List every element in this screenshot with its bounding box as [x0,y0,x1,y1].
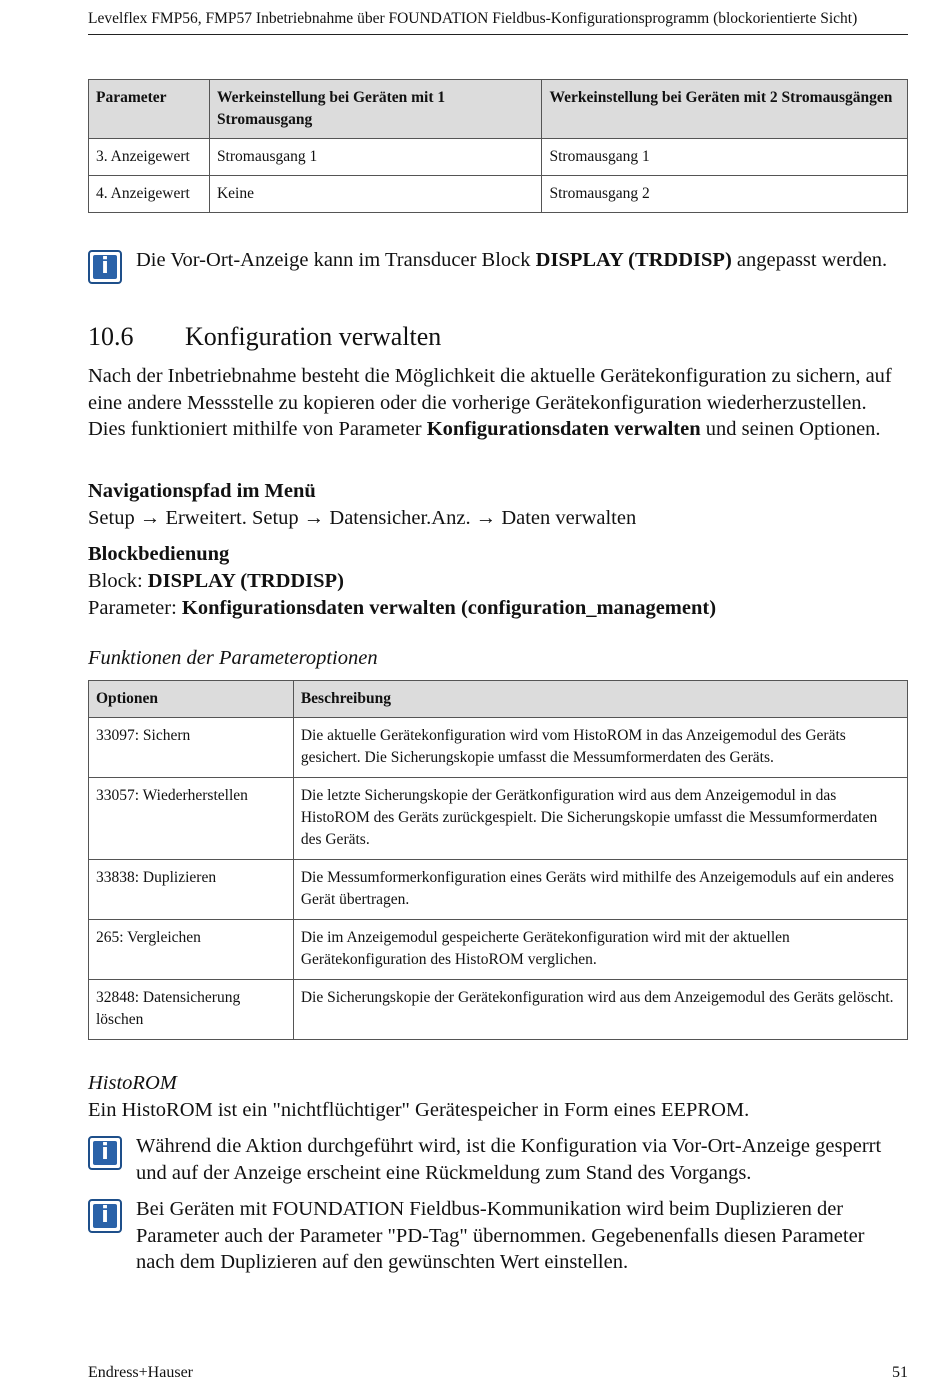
note-lock [88,1133,908,1186]
nav-path: Setup → Erweitert. Setup → Datensicher.Anz. → Daten verwalten [88,507,637,529]
histo-heading: HistoROM [88,1072,177,1094]
table-row [89,860,908,920]
parameter-line: Parameter: Konfigurationsdaten verwalten (configuration_management) [88,597,717,619]
running-head: Levelflex FMP56, FMP57 Inbetriebnahme über FOUNDATION Fieldbus-Konfigurationsprogramm (blockorientierte Sicht) [88,8,908,35]
column-header: Beschreibung [293,681,907,718]
note-text: Die Vor-Ort-Anzeige kann im Transducer Block DISPLAY (TRDDISP) angepasst werden. [136,249,888,271]
settings-table [88,79,908,213]
footer-brand: Endress+Hauser [88,1364,193,1381]
table-header-row [89,681,908,718]
note-text: Bei Geräten mit FOUNDATION Fieldbus-Kommunikation wird beim Duplizieren der Parameter auch der Parameter "PD-Tag" übernommen. Gegebenenfalls diesen Parameter nach dem Duplizieren auf den gewünschten Wert einstellen. [136,1198,865,1273]
info-icon: i [88,1136,122,1170]
table-cell: Keine [209,176,542,213]
note-pd-tag [88,1196,908,1276]
table-cell: 4. Anzeigewert [89,176,210,213]
info-icon: i [88,1199,122,1233]
option-cell: 265: Vergleichen [89,920,294,980]
table-row [89,718,908,778]
table-cell: Stromausgang 1 [209,139,542,176]
page-number: 51 [892,1364,908,1381]
histo-text: Ein HistoROM ist ein "nichtflüchtiger" Gerätespeicher in Form eines EEPROM. [88,1099,750,1121]
section-title: Konfiguration verwalten [185,322,442,351]
column-header: Optionen [89,681,294,718]
footer [88,1362,908,1384]
table-cell: 3. Anzeigewert [89,139,210,176]
option-cell: 33097: Sichern [89,718,294,778]
nav-heading: Navigationspfad im Menü [88,480,316,502]
intro-paragraph: Nach der Inbetriebnahme besteht die Möglichkeit die aktuelle Gerätekonfiguration zu sichern, auf eine andere Messstelle zu kopieren oder die vorherige Gerätekonfiguration wiederherzustellen. Dies funktioniert mithilfe von Parameter Konfigurationsdaten verwalten und seinen Optionen. [88,365,892,440]
table-row [89,778,908,860]
section-heading [88,320,441,354]
block-line: Block: DISPLAY (TRDDISP) [88,570,344,592]
description-cell: Die im Anzeigemodul gespeicherte Gerätekonfiguration wird mit der aktuellen Gerätekonfiguration des HistoROM verglichen. [293,920,907,980]
table-cell: Stromausgang 1 [542,139,908,176]
table-caption: Funktionen der Parameteroptionen [88,647,378,669]
table-row [89,920,908,980]
section-number: 10.6 [88,322,134,351]
column-header: Werkeinstellung bei Geräten mit 1 Stromausgang [209,80,542,139]
column-header: Werkeinstellung bei Geräten mit 2 Stromausgängen [542,80,908,139]
option-cell: 33057: Wiederherstellen [89,778,294,860]
description-cell: Die Sicherungskopie der Gerätekonfiguration wird aus dem Anzeigemodul des Geräts gelöscht. [293,980,907,1040]
note-text: Während die Aktion durchgeführt wird, ist die Konfiguration via Vor-Ort-Anzeige gesperrt und auf der Anzeige erscheint eine Rückmeldung zum Stand des Vorgangs. [136,1135,882,1184]
column-header: Parameter [89,80,210,139]
table-cell: Stromausgang 2 [542,176,908,213]
table-row [89,139,908,176]
option-cell: 33838: Duplizieren [89,860,294,920]
note-display [88,247,908,284]
info-icon: i [88,250,122,284]
table-row [89,176,908,213]
block-heading: Blockbedienung [88,543,230,565]
table-row [89,980,908,1040]
description-cell: Die Messumformerkonfiguration eines Geräts wird mithilfe des Anzeigemoduls auf ein anderes Gerät übertragen. [293,860,907,920]
option-cell: 32848: Datensicherung löschen [89,980,294,1040]
table-header-row [89,80,908,139]
description-cell: Die aktuelle Gerätekonfiguration wird vom HistoROM in das Anzeigemodul des Geräts gesichert. Die Sicherungskopie umfasst die Messumformerdaten des Geräts. [293,718,907,778]
options-table [88,680,908,1040]
description-cell: Die letzte Sicherungskopie der Gerätkonfiguration wird aus dem Anzeigemodul in das HistoROM des Geräts zurückgespielt. Die Sicherungskopie umfasst die Messumformerdaten des Geräts. [293,778,907,860]
